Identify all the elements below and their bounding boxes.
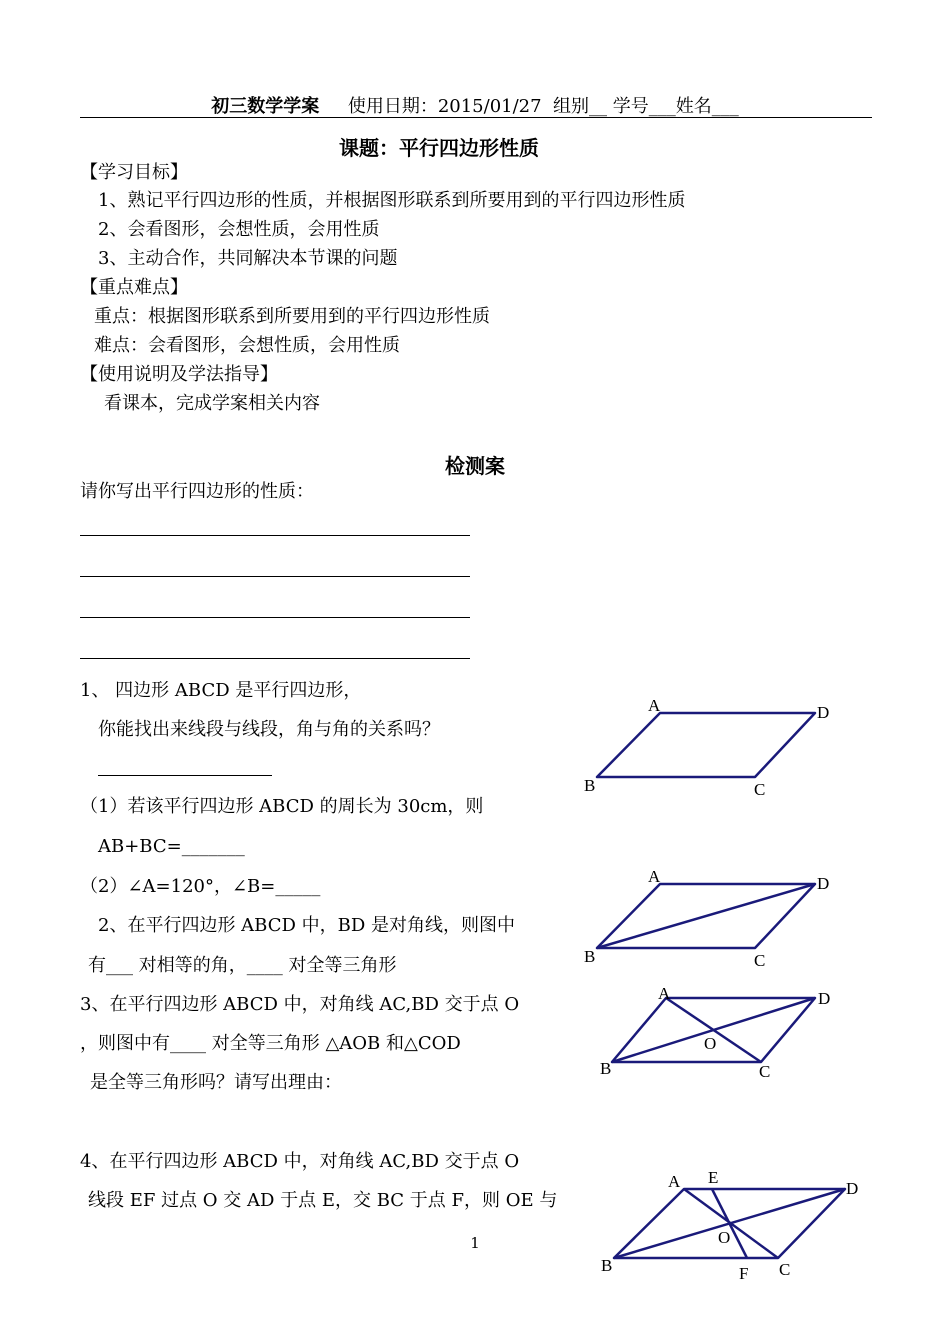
guide-text: 看课本，完成学案相关内容: [104, 393, 320, 414]
fig1-label-c: C: [754, 780, 766, 799]
difficult-point-text: 难点：会看图形，会想性质，会用性质: [94, 335, 400, 356]
fig3-label-d: D: [818, 989, 831, 1008]
q3-line-3: 是全等三角形吗？请写出理由：: [90, 1072, 342, 1093]
fig4-label-f: F: [739, 1264, 749, 1283]
test-section-title: 检测案: [445, 454, 505, 478]
key-point-text: 重点：根据图形联系到所要用到的平行四边形性质: [94, 306, 490, 327]
fig1-label-d: D: [817, 703, 830, 722]
objectives-heading: 【学习目标】: [80, 162, 188, 183]
page-number: 1: [470, 1234, 480, 1252]
fig4-label-e: E: [708, 1168, 719, 1187]
header-number-blank: ___: [648, 96, 676, 117]
q1-sub1-a: （1）若该平行四边形 ABCD 的周长为 30cm，则: [80, 796, 484, 817]
header-group-label: 组别: [553, 96, 590, 117]
fig3-label-o: O: [704, 1034, 717, 1053]
test-prompt: 请你写出平行四边形的性质：: [80, 481, 314, 502]
fig1-label-b: B: [584, 776, 596, 795]
q3-line-1: 3、在平行四边形 ABCD 中，对角线 AC,BD 交于点 O: [80, 994, 520, 1015]
fig4-label-a: A: [668, 1172, 681, 1191]
fig4-label-c: C: [779, 1260, 791, 1279]
fig3-label-c: C: [759, 1062, 771, 1081]
figure-1-parallelogram: [597, 713, 815, 777]
objective-item-3: 3、主动合作，共同解决本节课的问题: [98, 248, 398, 269]
fig3-label-b: B: [600, 1059, 612, 1078]
fig2-label-c: C: [754, 951, 766, 970]
fig1-label-a: A: [648, 696, 661, 715]
fig4-label-o: O: [718, 1228, 731, 1247]
header-number-label: 学号: [612, 96, 649, 117]
q4-line-1: 4、在平行四边形 ABCD 中，对角线 AC,BD 交于点 O: [80, 1151, 520, 1172]
q2-line-2: 有___ 对相等的角，____ 对全等三角形: [88, 955, 397, 976]
keypoints-heading: 【重点难点】: [80, 277, 188, 298]
lesson-title: 课题：平行四边形性质: [339, 136, 539, 160]
q1-sub2: （2）∠A=120°，∠B=_____: [80, 876, 321, 897]
fig4-label-d: D: [846, 1179, 859, 1198]
header-name-label: 姓名: [675, 96, 712, 117]
fig3-label-a: A: [658, 984, 671, 1003]
objective-item-2: 2、会看图形，会想性质，会用性质: [98, 219, 380, 240]
q1-line-2: 你能找出来线段与线段，角与角的关系吗？: [98, 719, 440, 740]
fig2-label-a: A: [648, 867, 661, 886]
header-date: 使用日期：2015/01/27: [347, 96, 542, 117]
q2-line-1: 2、在平行四边形 ABCD 中，BD 是对角线，则图中: [98, 915, 516, 936]
q1-line-1: 1、 四边形 ABCD 是平行四边形，: [80, 680, 362, 701]
fig4-label-b: B: [601, 1256, 613, 1275]
q4-line-2: 线段 EF 过点 O 交 AD 于点 E，交 BC 于点 F，则 OE 与: [88, 1190, 558, 1211]
fig2-label-d: D: [817, 874, 830, 893]
header-subject: 初三数学学案: [211, 96, 320, 117]
q1-sub1-b: AB+BC=_______: [98, 836, 245, 857]
guide-heading: 【使用说明及学法指导】: [80, 364, 278, 385]
q3-line-2: ，则图中有____ 对全等三角形 △AOB 和△COD: [80, 1033, 461, 1054]
objective-item-1: 1、熟记平行四边形的性质，并根据图形联系到所要用到的平行四边形性质: [98, 190, 686, 211]
header-name-blank: ___: [711, 96, 739, 117]
header-group-blank: __: [589, 96, 608, 117]
fig2-label-b: B: [584, 947, 596, 966]
